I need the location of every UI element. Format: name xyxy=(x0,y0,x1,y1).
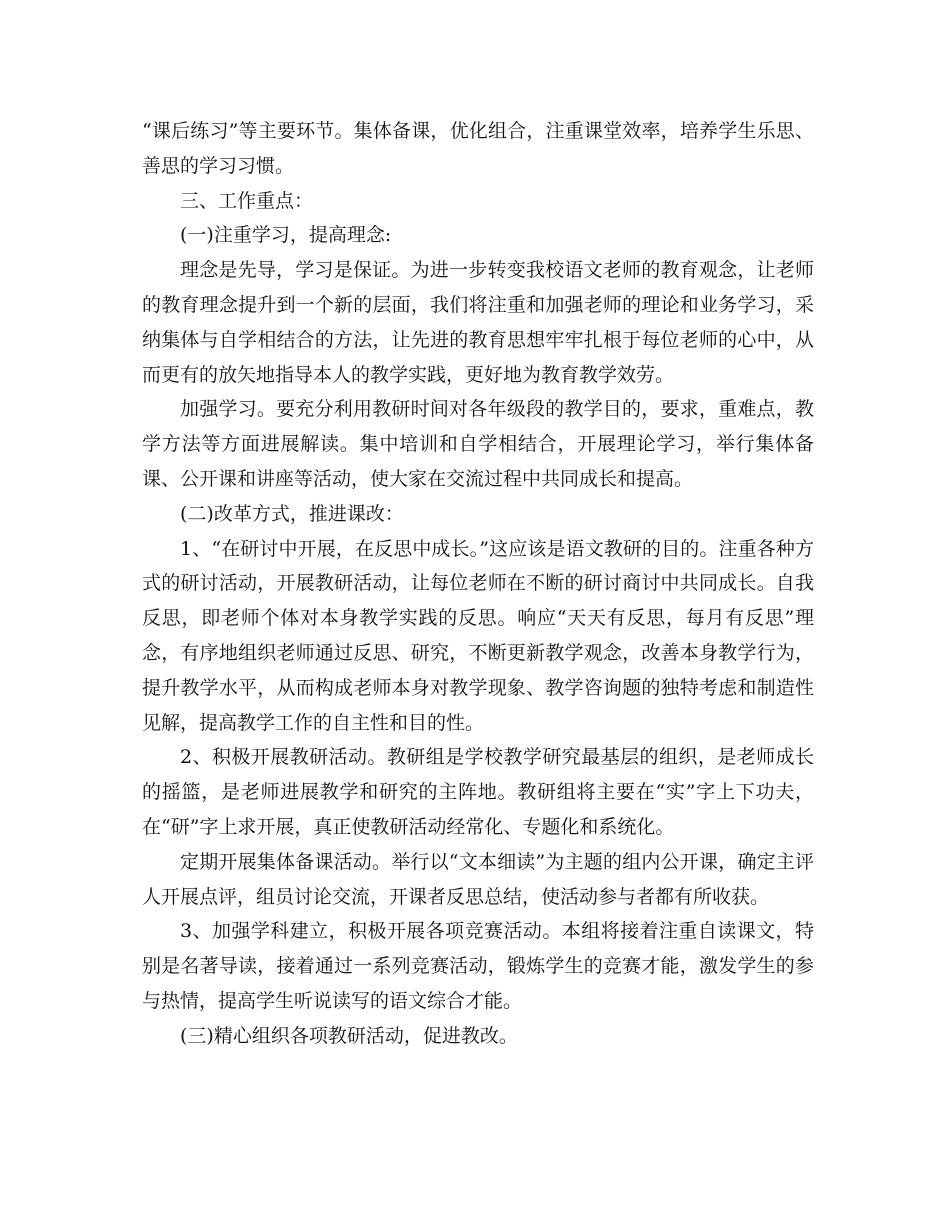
paragraph-item-2: 2、积极开展教研活动。教研组是学校教学研究最基层的组织，是老师成长的摇篮，是老师进展教学和研究的主阵地。教研组将主要在“实”字上下功夫，在“研”字上求开展，真正使教研活动经常化、专题化和系统化。 xyxy=(142,746,814,838)
paragraph-item-3: 3、加强学科建立，积极开展各项竞赛活动。本组将接着注重自读课文，特别是名著导读，接着通过一系列竞赛活动，锻炼学生的竞赛才能，激发学生的参与热情，提高学生听说读写的语文综合才能。 xyxy=(142,920,814,1012)
document-body xyxy=(142,114,814,1054)
subheading-study: (一)注重学习，提高理念: xyxy=(180,224,392,247)
subheading-organize: (三)精心组织各项教研活动，促进教改。 xyxy=(180,1024,518,1047)
subheading-reform: (二)改革方式，推进课改： xyxy=(180,502,404,525)
section-heading-work-focus: 三、工作重点： xyxy=(180,189,314,212)
paragraph-concept: 理念是先导，学习是保证。为进一步转变我校语文老师的教育观念，让老师的教育理念提升到一个新的层面，我们将注重和加强老师的理论和业务学习，采纳集体与自学相结合的方法，让先进的教育思想牢牢扎根于每位老师的心中，从而更有的放矢地指导本人的教学实践，更好地为教育教学效劳。 xyxy=(142,259,814,386)
paragraph-continuation: “课后练习”等主要环节。集体备课，优化组合，注重课堂效率，培养学生乐思、善思的学习习惯。 xyxy=(142,120,814,177)
paragraph-strengthen-study: 加强学习。要充分利用教研时间对各年级段的教学目的，要求，重难点，教学方法等方面进展解读。集中培训和自学相结合，开展理论学习，举行集体备课、公开课和讲座等活动，使大家在交流过程中共同成长和提高。 xyxy=(142,398,814,490)
paragraph-lesson-prep: 定期开展集体备课活动。举行以“文本细读”为主题的组内公开课，确定主评人开展点评，组员讨论交流，开课者反思总结，使活动参与者都有所收获。 xyxy=(142,850,814,908)
paragraph-item-1: 1、“在研讨中开展，在反思中成长。”这应该是语文教研的目的。注重各种方式的研讨活动，开展教研活动，让每位老师在不断的研讨商讨中共同成长。自我反思，即老师个体对本身教学实践的反思。响应“天天有反思，每月有反思”理念，有序地组织老师通过反思、研究，不断更新教学观念，改善本身教学行为，提升教学水平，从而构成老师本身对教学现象、教学咨询题的独特考虑和制造性见解，提高教学工作的自主性和目的性。 xyxy=(142,537,814,734)
